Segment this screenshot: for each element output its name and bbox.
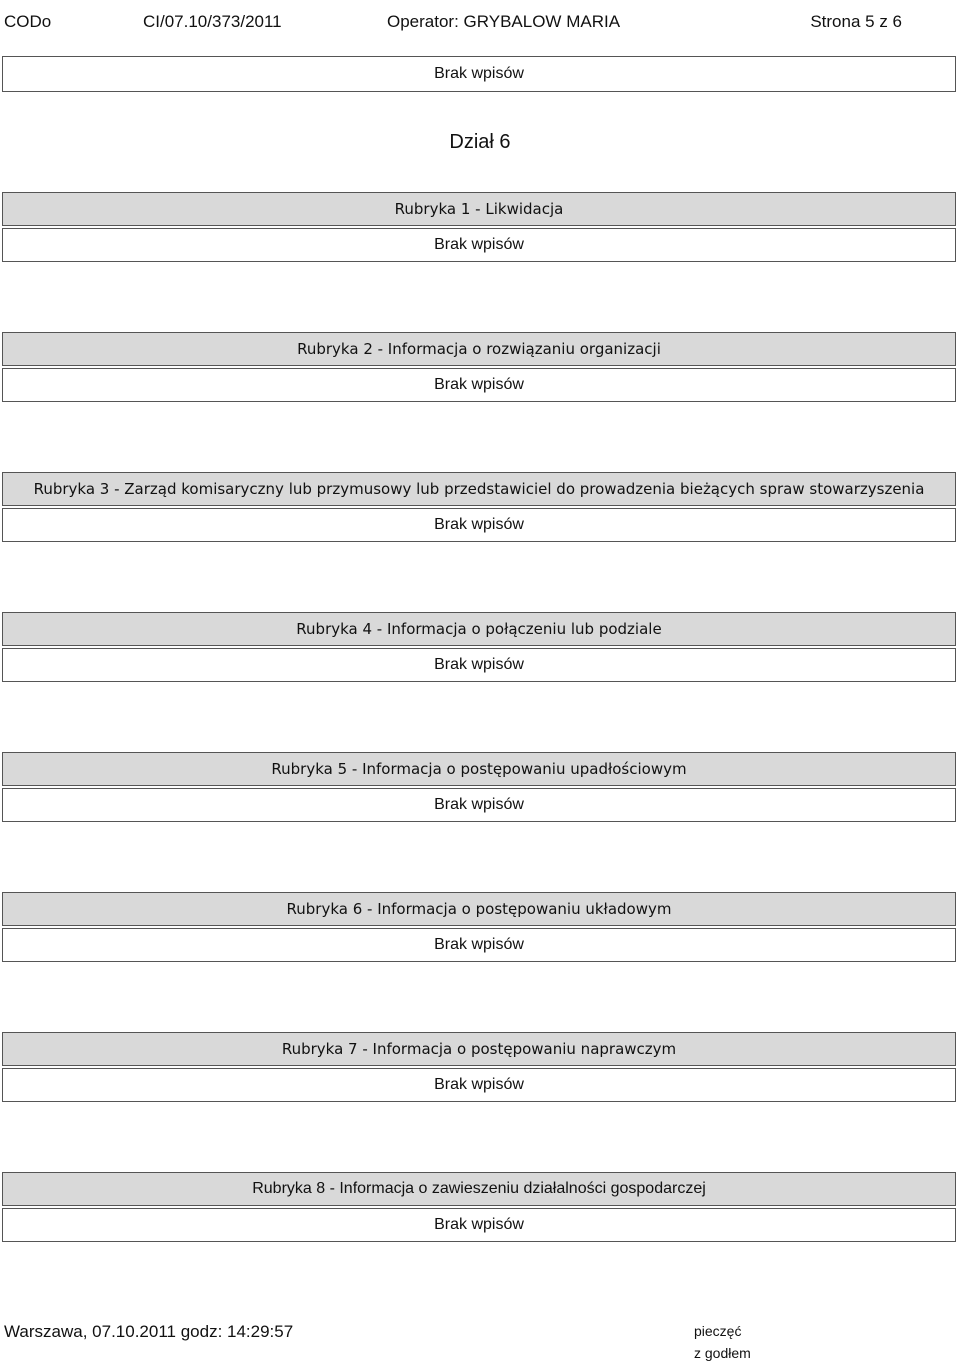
rubric-2-entry — [2, 368, 956, 402]
rubric-1-title — [2, 192, 956, 226]
page-header — [0, 0, 960, 48]
system-name: CODo — [4, 12, 52, 31]
rubric-3-entry — [2, 508, 956, 542]
rubric-title-text: Rubryka 3 - Zarząd komisaryczny lub przymusowy lub przedstawiciel do prowadzenia bieżących spraw stowarzyszenia — [33, 480, 925, 498]
rubric-8-entry — [2, 1208, 956, 1242]
rubric-8-title — [2, 1172, 956, 1206]
rubric-title-text: Rubryka 2 - Informacja o rozwiązaniu organizacji — [297, 340, 661, 358]
rubric-entry-text: Brak wpisów — [434, 1076, 524, 1093]
rubric-entry-text: Brak wpisów — [434, 1216, 524, 1233]
rubric-3-title — [2, 472, 956, 506]
rubric-title-text: Rubryka 6 - Informacja o postępowaniu układowym — [286, 900, 672, 918]
top-entry-text: Brak wpisów — [434, 65, 524, 82]
document-number: CI/07.10/373/2011 — [143, 12, 282, 31]
rubric-7-entry — [2, 1068, 956, 1102]
rubric-title-text: Rubryka 1 - Likwidacja — [394, 200, 564, 218]
stamp-line-2: z godłem — [694, 1345, 751, 1361]
rubric-entry-text: Brak wpisów — [434, 376, 524, 393]
rubric-title-text: Rubryka 5 - Informacja o postępowaniu upadłościowym — [271, 760, 687, 778]
rubric-title-text: Rubryka 8 - Informacja o zawieszeniu działalności gospodarczej — [252, 1180, 706, 1197]
footer-place-date: Warszawa, 07.10.2011 godz: 14:29:57 — [4, 1322, 294, 1341]
rubric-4-entry — [2, 648, 956, 682]
footer-stamp — [694, 1320, 751, 1364]
rubric-2-title — [2, 332, 956, 366]
section-title: Dział 6 — [449, 131, 511, 153]
rubric-entry-text: Brak wpisów — [434, 236, 524, 253]
page-number: Strona 5 z 6 — [810, 12, 902, 31]
rubric-5-title — [2, 752, 956, 786]
top-entry-box — [2, 56, 956, 92]
rubric-1-entry — [2, 228, 956, 262]
rubric-entry-text: Brak wpisów — [434, 796, 524, 813]
rubric-entry-text: Brak wpisów — [434, 516, 524, 533]
rubric-6-title — [2, 892, 956, 926]
rubric-title-text: Rubryka 7 - Informacja o postępowaniu naprawczym — [281, 1040, 677, 1058]
rubric-entry-text: Brak wpisów — [434, 656, 524, 673]
rubric-5-entry — [2, 788, 956, 822]
operator-name: Operator: GRYBALOW MARIA — [387, 12, 621, 31]
rubric-title-text: Rubryka 4 - Informacja o połączeniu lub podziale — [296, 620, 662, 638]
rubric-4-title — [2, 612, 956, 646]
rubric-6-entry — [2, 928, 956, 962]
rubric-7-title — [2, 1032, 956, 1066]
stamp-line-1: pieczęć — [694, 1323, 742, 1339]
rubric-entry-text: Brak wpisów — [434, 936, 524, 953]
